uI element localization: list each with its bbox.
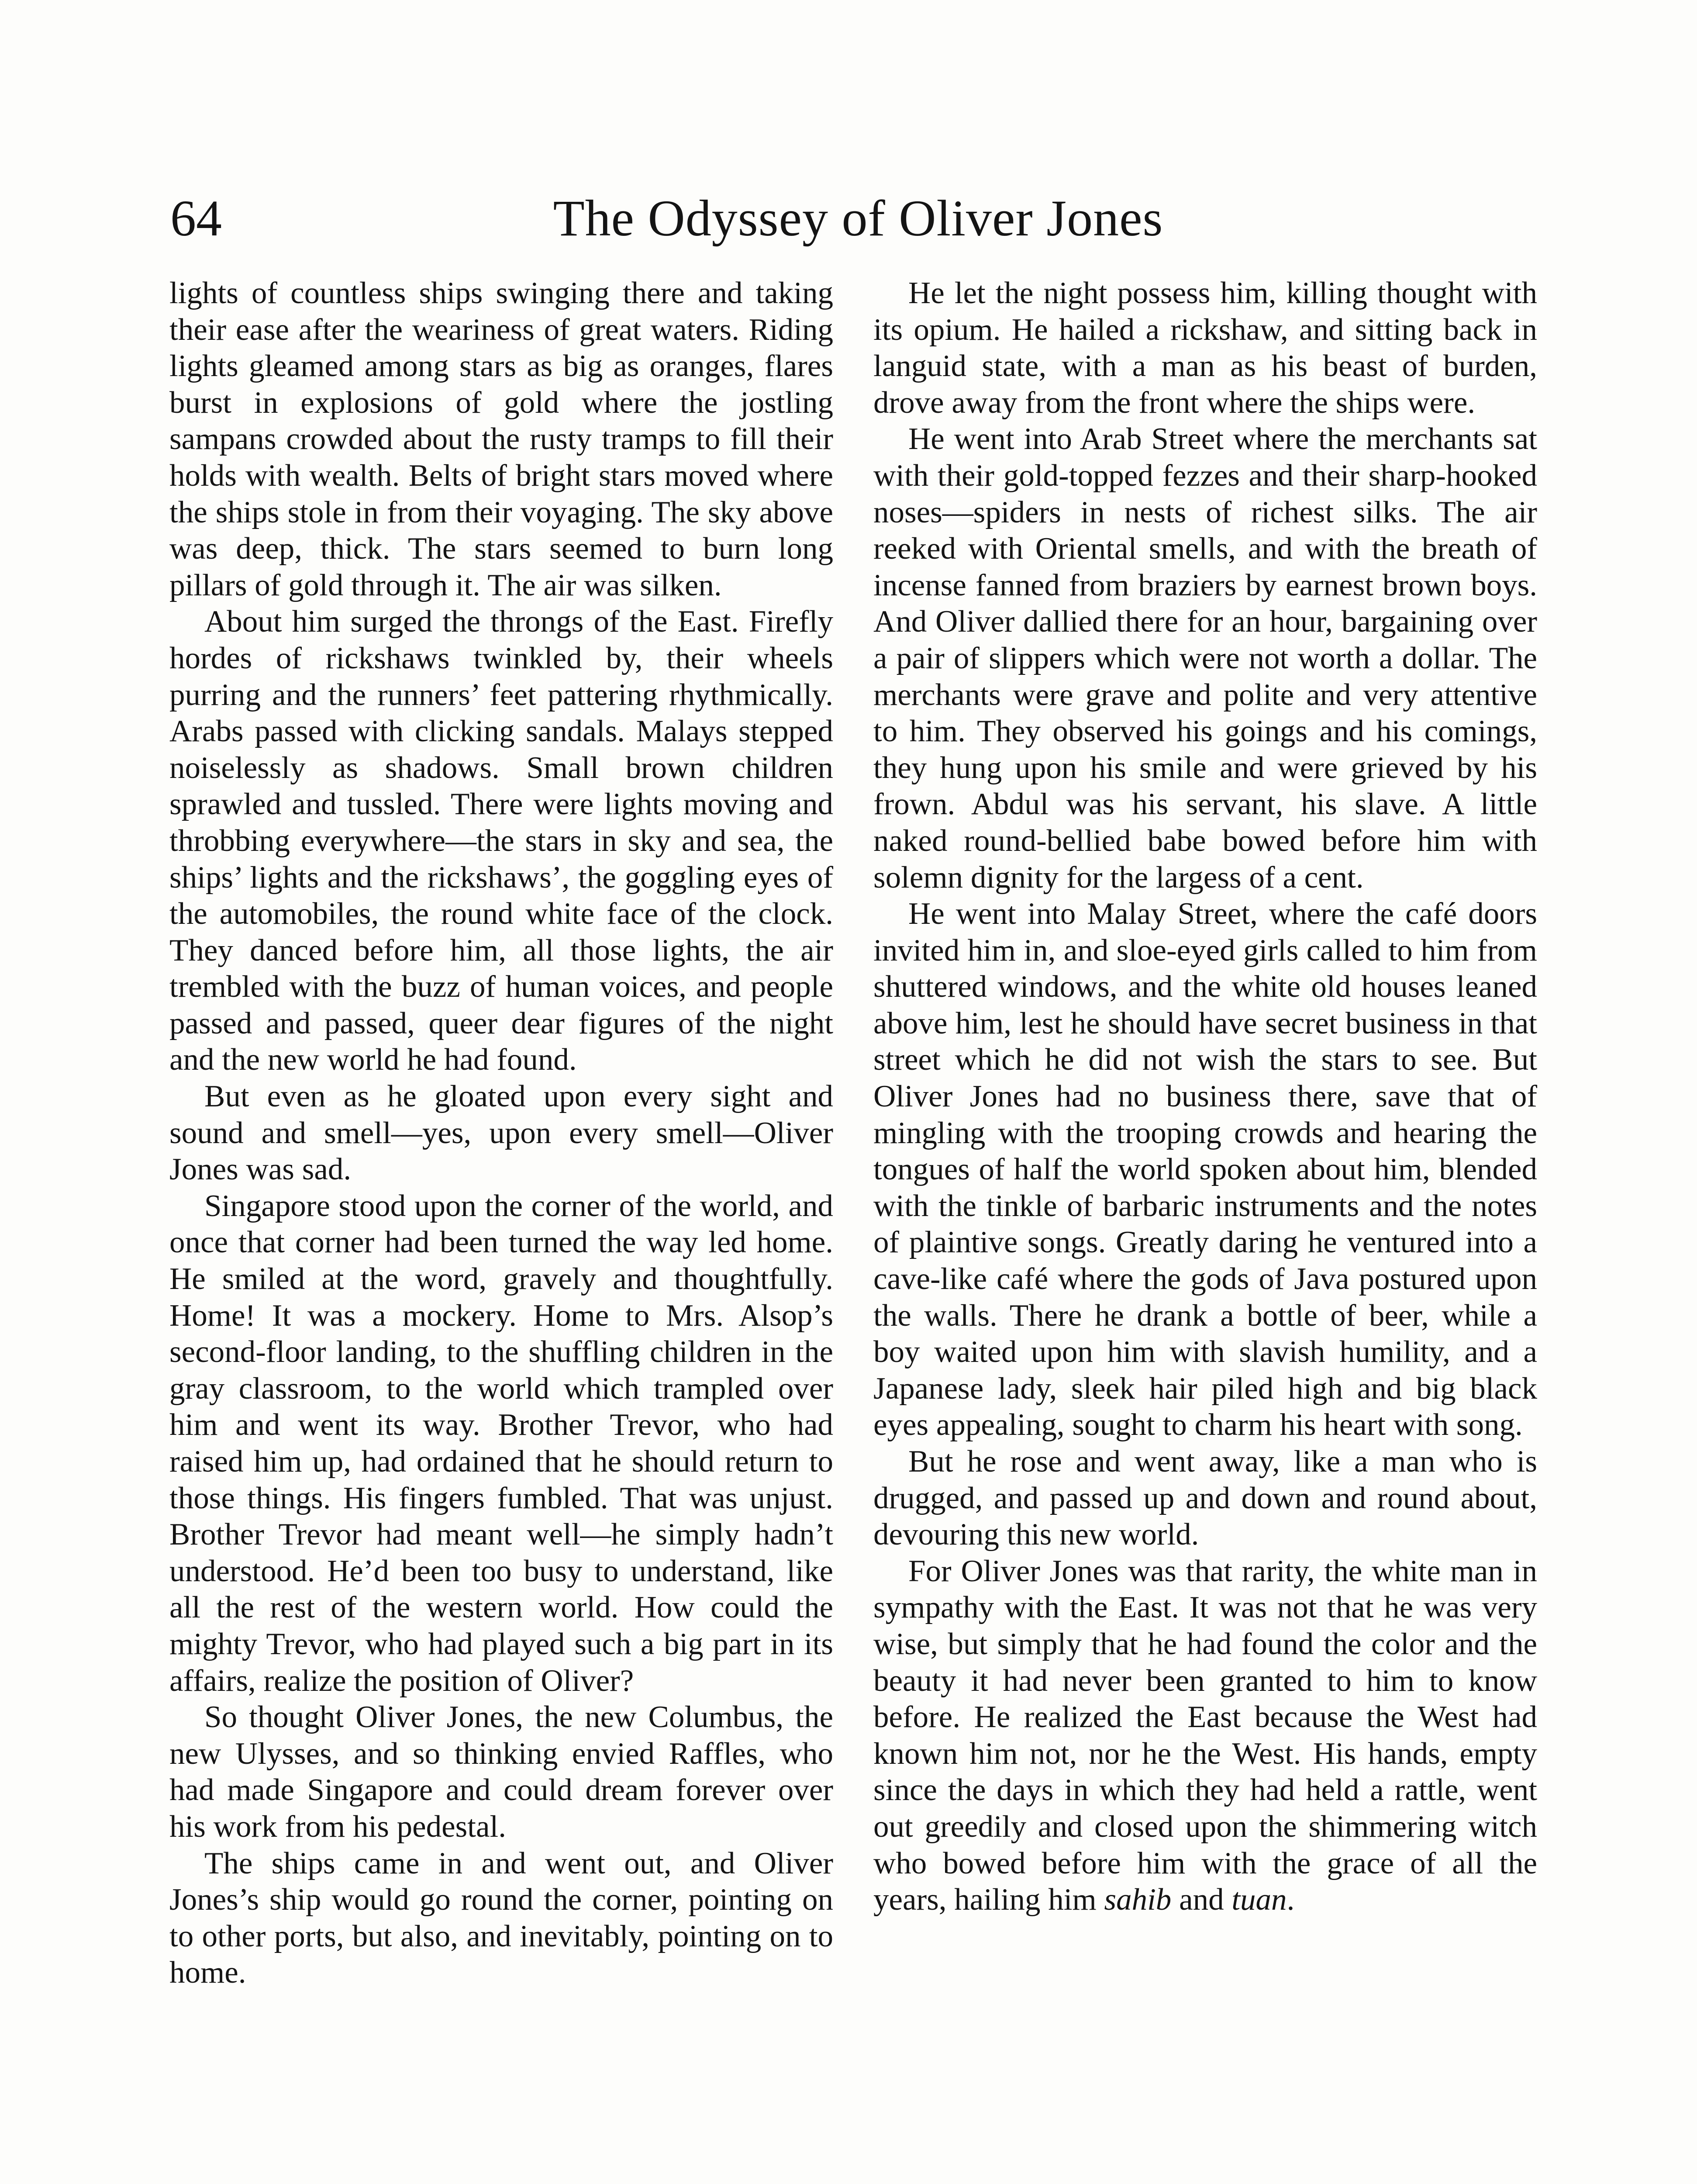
page-header <box>170 183 1546 253</box>
page-number: 64 <box>170 190 222 247</box>
paragraph: But he rose and went away, like a man who is drugged, and passed up and down and round about, devouring this new world. <box>873 1444 1537 1552</box>
paragraph: The ships came in and went out, and Oliver Jones’s ship would go round the corner, pointing on to other ports, but also, and inevitably, pointing on to home. <box>169 1846 833 1990</box>
paragraph-last <box>873 1553 1537 1918</box>
conjunction-text: and <box>1171 1883 1232 1917</box>
italic-word-tuan: tuan <box>1231 1883 1287 1917</box>
italic-word-sahib: sahib <box>1104 1883 1172 1917</box>
paragraph: Singapore stood upon the corner of the world, and once that corner had been turned the way led home. He smiled at the word, gravely and thoughtfully. Home! It was a mockery. Home to Mrs. Alsop’s second-floor landing, to the shuffling children in the gray classroom, to the world which trampled over him and went its way. Brother Trevor, who had raised him up, had ordained that he should return to those things. His fingers fumbled. That was unjust. Brother Trevor had meant well—he simply hadn’t understood. He’d been too busy to understand, like all the rest of the western world. How could the mighty Trevor, who had played such a big part in its affairs, realize the position of Oliver? <box>169 1189 833 1698</box>
last-paragraph-text: For Oliver Jones was that rarity, the white man in sympathy with the East. It was not that he was very wise, but simply that he had found the color and the beauty it had never been granted to him to know before. He realized the East because the West had known him not, nor he the West. His hands, empty since the days in which they had held a rattle, went out greedily and closed upon the shimmering witch who bowed before him with the grace of all the years, hailing him <box>873 1554 1537 1917</box>
paragraph: But even as he gloated upon every sight and sound and smell—yes, upon every smell—Oliver Jones was sad. <box>169 1079 833 1187</box>
paragraph: lights of countless ships swinging there and taking their ease after the weariness of great waters. Riding lights gleamed among stars as big as oranges, flares burst in explosions of gold where the jostling sampans crowded about the rusty tramps to fill their holds with wealth. Belts of bright stars moved where the ships stole in from their voyaging. The sky above was deep, thick. The stars seemed to burn long pillars of gold through it. The air was silken. <box>169 276 833 602</box>
final-period: . <box>1287 1883 1295 1917</box>
left-column <box>169 275 833 1991</box>
running-title: The Odyssey of Oliver Jones <box>553 190 1163 247</box>
paragraph: About him surged the throngs of the East. Firefly hordes of rickshaws twinkled by, their wheels purring and the runners’ feet pattering rhythmically. Arabs passed with clicking sandals. Malays stepped noiselessly as shadows. Small brown children sprawled and tussled. There were lights moving and throbbing everywhere—the stars in sky and sea, the ships’ lights and the rickshaws’, the goggling eyes of the automobiles, the round white face of the clock. They danced before him, all those lights, the air trembled with the buzz of human voices, and people passed and passed, queer dear figures of the night and the new world he had found. <box>169 605 833 1077</box>
paragraph: So thought Oliver Jones, the new Columbus, the new Ulysses, and so thinking envied Raffles, who had made Singapore and could dream forever over his work from his pedestal. <box>169 1700 833 1844</box>
right-column <box>873 275 1537 1918</box>
paragraph: He went into Malay Street, where the café doors invited him in, and sloe-eyed girls called to him from shuttered windows, and the white old houses leaned above him, lest he should have secret business in that street which he did not wish the stars to see. But Oliver Jones had no business there, save that of mingling with the trooping crowds and hearing the tongues of half the world spoken about him, blended with the tinkle of barbaric instruments and the notes of plaintive songs. Greatly daring he ventured into a cave-like café where the gods of Java postured upon the walls. There he drank a bottle of beer, while a boy waited upon him with slavish humility, and a Japanese lady, sleek hair piled high and big black eyes appealing, sought to charm his heart with song. <box>873 897 1537 1442</box>
paragraph: He went into Arab Street where the merchants sat with their gold-topped fezzes and their sharp-hooked noses—spiders in nests of richest silks. The air reeked with Oriental smells, and with the breath of incense fanned from braziers by earnest brown boys. And Oliver dallied there for an hour, bargaining over a pair of slippers which were not worth a dollar. The merchants were grave and polite and very attentive to him. They observed his goings and his comings, they hung upon his smile and were grieved by his frown. Abdul was his servant, his slave. A little naked round-bellied babe bowed before him with solemn dignity for the largess of a cent. <box>873 422 1537 895</box>
paragraph: He let the night possess him, killing thought with its opium. He hailed a rickshaw, and sitting back in languid state, with a man as his beast of burden, drove away from the front where the ships were. <box>873 276 1537 420</box>
